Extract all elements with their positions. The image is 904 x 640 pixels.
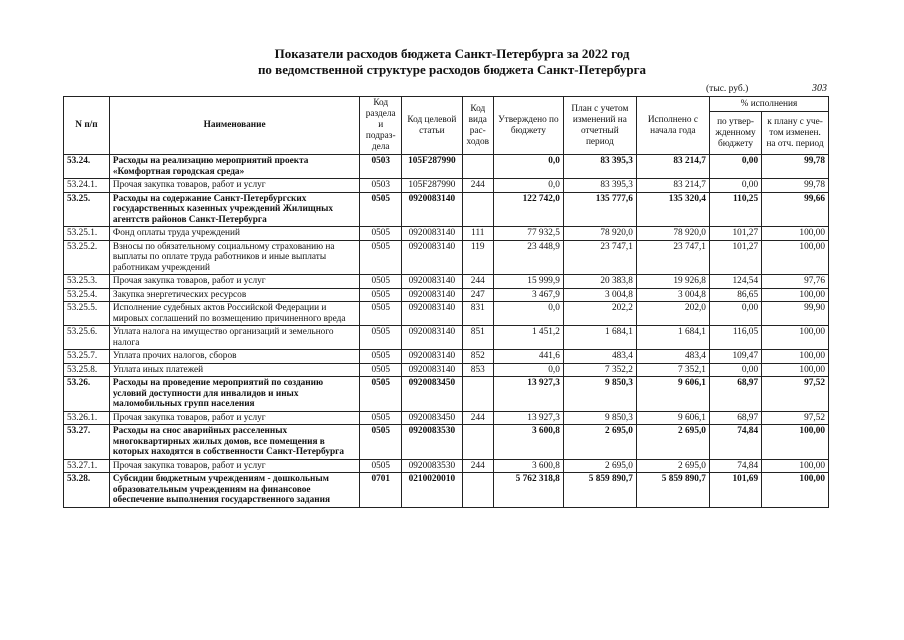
cell-name: Расходы на снос аварийных расселенных многоквартирных жилых домов, все помещения в которых находятся в собственности Санкт-Петербурга <box>109 425 359 460</box>
cell-pct-plan: 97,52 <box>762 411 829 425</box>
cell-section: 0505 <box>360 240 402 275</box>
table-row <box>64 192 829 227</box>
cell-num: 53.24.1. <box>64 179 110 193</box>
cell-pct-approved: 124,54 <box>709 275 761 289</box>
cell-name: Уплата прочих налогов, сборов <box>109 350 359 364</box>
cell-target: 0920083140 <box>402 192 463 227</box>
cell-type <box>462 425 493 460</box>
cell-type <box>462 473 493 508</box>
cell-approved: 0,0 <box>493 363 563 377</box>
cell-type <box>462 377 493 412</box>
cell-approved: 122 742,0 <box>493 192 563 227</box>
cell-plan: 78 920,0 <box>563 227 636 241</box>
cell-pct-plan: 99,78 <box>762 179 829 193</box>
cell-type: 853 <box>462 363 493 377</box>
cell-name: Взносы по обязательному социальному страхованию на выплаты по оплате труда работников и иные выплаты работникам учреждений <box>109 240 359 275</box>
cell-name: Прочая закупка товаров, работ и услуг <box>109 275 359 289</box>
cell-executed: 19 926,8 <box>636 275 709 289</box>
header-target: Код целевой статьи <box>402 97 463 155</box>
page-number: 303 <box>812 83 827 94</box>
header-section: Код раздела и подраз- дела <box>360 97 402 155</box>
cell-num: 53.25.2. <box>64 240 110 275</box>
cell-target: 0920083450 <box>402 377 463 412</box>
cell-target: 0920083140 <box>402 363 463 377</box>
cell-section: 0505 <box>360 275 402 289</box>
cell-target: 0920083140 <box>402 350 463 364</box>
table-row <box>64 227 829 241</box>
cell-type: 851 <box>462 326 493 350</box>
table-row <box>64 240 829 275</box>
header-type: Код вида рас- ходов <box>462 97 493 155</box>
cell-plan: 1 684,1 <box>563 326 636 350</box>
cell-target: 0920083450 <box>402 411 463 425</box>
cell-name: Прочая закупка товаров, работ и услуг <box>109 179 359 193</box>
cell-plan: 2 695,0 <box>563 459 636 473</box>
cell-plan: 7 352,2 <box>563 363 636 377</box>
cell-section: 0505 <box>360 411 402 425</box>
cell-num: 53.27.1. <box>64 459 110 473</box>
cell-type <box>462 192 493 227</box>
cell-plan: 83 395,3 <box>563 179 636 193</box>
table-row <box>64 363 829 377</box>
cell-section: 0505 <box>360 377 402 412</box>
cell-section: 0505 <box>360 350 402 364</box>
cell-type: 119 <box>462 240 493 275</box>
cell-num: 53.25.7. <box>64 350 110 364</box>
cell-executed: 83 214,7 <box>636 155 709 179</box>
cell-approved: 441,6 <box>493 350 563 364</box>
header-pct-plan: к плану с уче- том изменен. на отч. период <box>762 112 829 155</box>
cell-executed: 9 606,1 <box>636 377 709 412</box>
cell-section: 0505 <box>360 288 402 302</box>
cell-name: Субсидии бюджетным учреждениям - дошкольным образовательным учреждениям на финансовое обеспечение выполнения государственного задания <box>109 473 359 508</box>
cell-target: 105F287990 <box>402 155 463 179</box>
cell-executed: 1 684,1 <box>636 326 709 350</box>
cell-approved: 13 927,3 <box>493 411 563 425</box>
table-row <box>64 288 829 302</box>
cell-type: 244 <box>462 275 493 289</box>
cell-plan: 20 383,8 <box>563 275 636 289</box>
cell-section: 0505 <box>360 363 402 377</box>
cell-num: 53.28. <box>64 473 110 508</box>
cell-pct-approved: 101,69 <box>709 473 761 508</box>
table-row <box>64 411 829 425</box>
cell-approved: 15 999,9 <box>493 275 563 289</box>
cell-name: Расходы на содержание Санкт-Петербургских государственных казенных учреждений Жилищных агентств районов Санкт-Петербурга <box>109 192 359 227</box>
cell-name: Закупка энергетических ресурсов <box>109 288 359 302</box>
cell-target: 0920083140 <box>402 240 463 275</box>
cell-pct-plan: 100,00 <box>762 326 829 350</box>
cell-executed: 483,4 <box>636 350 709 364</box>
cell-name: Фонд оплаты труда учреждений <box>109 227 359 241</box>
cell-num: 53.25. <box>64 192 110 227</box>
table-row <box>64 326 829 350</box>
cell-pct-approved: 68,97 <box>709 411 761 425</box>
cell-pct-plan: 100,00 <box>762 227 829 241</box>
cell-name: Расходы на реализацию мероприятий проекта «Комфортная городская среда» <box>109 155 359 179</box>
header-num: N п/п <box>64 97 110 155</box>
document-title <box>0 46 904 78</box>
cell-num: 53.25.3. <box>64 275 110 289</box>
table-row <box>64 155 829 179</box>
cell-pct-plan: 100,00 <box>762 350 829 364</box>
cell-plan: 3 004,8 <box>563 288 636 302</box>
cell-type: 244 <box>462 411 493 425</box>
cell-num: 53.25.1. <box>64 227 110 241</box>
cell-target: 0920083530 <box>402 425 463 460</box>
cell-section: 0505 <box>360 302 402 326</box>
table-row <box>64 425 829 460</box>
cell-num: 53.24. <box>64 155 110 179</box>
cell-target: 0920083140 <box>402 227 463 241</box>
cell-pct-plan: 99,66 <box>762 192 829 227</box>
cell-pct-approved: 86,65 <box>709 288 761 302</box>
cell-executed: 202,0 <box>636 302 709 326</box>
cell-executed: 9 606,1 <box>636 411 709 425</box>
cell-pct-plan: 99,90 <box>762 302 829 326</box>
header-name: Наименование <box>109 97 359 155</box>
cell-approved: 0,0 <box>493 155 563 179</box>
table-row <box>64 473 829 508</box>
header-executed: Исполнено с начала года <box>636 97 709 155</box>
table-row <box>64 275 829 289</box>
header-approved: Утверждено по бюджету <box>493 97 563 155</box>
cell-pct-approved: 0,00 <box>709 179 761 193</box>
cell-type: 831 <box>462 302 493 326</box>
cell-plan: 2 695,0 <box>563 425 636 460</box>
cell-pct-approved: 101,27 <box>709 227 761 241</box>
cell-target: 0920083530 <box>402 459 463 473</box>
cell-approved: 3 467,9 <box>493 288 563 302</box>
cell-executed: 7 352,1 <box>636 363 709 377</box>
cell-executed: 3 004,8 <box>636 288 709 302</box>
cell-pct-plan: 97,76 <box>762 275 829 289</box>
cell-pct-plan: 100,00 <box>762 473 829 508</box>
cell-executed: 23 747,1 <box>636 240 709 275</box>
cell-target: 0920083140 <box>402 275 463 289</box>
cell-pct-approved: 68,97 <box>709 377 761 412</box>
cell-name: Расходы на проведение мероприятий по созданию условий доступности для инвалидов и иных маломобильных групп населения <box>109 377 359 412</box>
budget-table <box>63 96 829 508</box>
cell-num: 53.25.6. <box>64 326 110 350</box>
cell-approved: 77 932,5 <box>493 227 563 241</box>
cell-executed: 2 695,0 <box>636 425 709 460</box>
unit-note: (тыс. руб.) <box>706 84 749 94</box>
cell-name: Прочая закупка товаров, работ и услуг <box>109 411 359 425</box>
cell-num: 53.26. <box>64 377 110 412</box>
cell-section: 0505 <box>360 326 402 350</box>
cell-target: 0920083140 <box>402 302 463 326</box>
table-body <box>64 155 829 508</box>
title-line-1: Показатели расходов бюджета Санкт-Петербурга за 2022 год <box>274 46 630 61</box>
cell-type <box>462 155 493 179</box>
cell-section: 0701 <box>360 473 402 508</box>
cell-plan: 5 859 890,7 <box>563 473 636 508</box>
cell-executed: 5 859 890,7 <box>636 473 709 508</box>
cell-approved: 13 927,3 <box>493 377 563 412</box>
cell-executed: 135 320,4 <box>636 192 709 227</box>
cell-pct-plan: 100,00 <box>762 288 829 302</box>
cell-approved: 5 762 318,8 <box>493 473 563 508</box>
table-row <box>64 350 829 364</box>
cell-section: 0505 <box>360 425 402 460</box>
cell-plan: 135 777,6 <box>563 192 636 227</box>
cell-section: 0505 <box>360 192 402 227</box>
cell-pct-approved: 0,00 <box>709 302 761 326</box>
cell-pct-approved: 0,00 <box>709 155 761 179</box>
cell-type: 247 <box>462 288 493 302</box>
cell-plan: 23 747,1 <box>563 240 636 275</box>
cell-num: 53.25.8. <box>64 363 110 377</box>
cell-plan: 483,4 <box>563 350 636 364</box>
cell-name: Уплата налога на имущество организаций и земельного налога <box>109 326 359 350</box>
cell-pct-plan: 100,00 <box>762 425 829 460</box>
cell-approved: 0,0 <box>493 179 563 193</box>
cell-section: 0503 <box>360 179 402 193</box>
cell-num: 53.25.4. <box>64 288 110 302</box>
cell-executed: 83 214,7 <box>636 179 709 193</box>
title-line-2: по ведомственной структуре расходов бюджета Санкт-Петербурга <box>257 62 647 77</box>
cell-pct-approved: 0,00 <box>709 363 761 377</box>
cell-approved: 23 448,9 <box>493 240 563 275</box>
table-row <box>64 459 829 473</box>
cell-type: 244 <box>462 179 493 193</box>
table-row <box>64 377 829 412</box>
header-percent: % исполнения <box>709 97 828 112</box>
cell-executed: 78 920,0 <box>636 227 709 241</box>
cell-approved: 3 600,8 <box>493 459 563 473</box>
cell-pct-approved: 101,27 <box>709 240 761 275</box>
table-row <box>64 302 829 326</box>
cell-name: Прочая закупка товаров, работ и услуг <box>109 459 359 473</box>
cell-section: 0505 <box>360 227 402 241</box>
cell-type: 244 <box>462 459 493 473</box>
cell-section: 0503 <box>360 155 402 179</box>
cell-type: 111 <box>462 227 493 241</box>
cell-target: 0920083140 <box>402 288 463 302</box>
cell-pct-approved: 74,84 <box>709 425 761 460</box>
cell-executed: 2 695,0 <box>636 459 709 473</box>
cell-target: 0210020010 <box>402 473 463 508</box>
cell-num: 53.27. <box>64 425 110 460</box>
cell-pct-plan: 100,00 <box>762 459 829 473</box>
cell-pct-plan: 99,78 <box>762 155 829 179</box>
cell-target: 0920083140 <box>402 326 463 350</box>
cell-pct-approved: 109,47 <box>709 350 761 364</box>
header-pct-approved: по утвер- жденному бюджету <box>709 112 761 155</box>
cell-pct-approved: 116,05 <box>709 326 761 350</box>
cell-plan: 9 850,3 <box>563 411 636 425</box>
header-plan: План с учетом изменений на отчетный период <box>563 97 636 155</box>
cell-type: 852 <box>462 350 493 364</box>
cell-num: 53.26.1. <box>64 411 110 425</box>
cell-name: Уплата иных платежей <box>109 363 359 377</box>
cell-name: Исполнение судебных актов Российской Федерации и мировых соглашений по возмещению причиненного вреда <box>109 302 359 326</box>
cell-plan: 202,2 <box>563 302 636 326</box>
cell-approved: 0,0 <box>493 302 563 326</box>
cell-target: 105F287990 <box>402 179 463 193</box>
cell-pct-plan: 100,00 <box>762 363 829 377</box>
cell-pct-approved: 74,84 <box>709 459 761 473</box>
cell-num: 53.25.5. <box>64 302 110 326</box>
cell-pct-plan: 100,00 <box>762 240 829 275</box>
cell-approved: 1 451,2 <box>493 326 563 350</box>
cell-section: 0505 <box>360 459 402 473</box>
table-row <box>64 179 829 193</box>
cell-approved: 3 600,8 <box>493 425 563 460</box>
cell-plan: 9 850,3 <box>563 377 636 412</box>
cell-plan: 83 395,3 <box>563 155 636 179</box>
cell-pct-approved: 110,25 <box>709 192 761 227</box>
cell-pct-plan: 97,52 <box>762 377 829 412</box>
